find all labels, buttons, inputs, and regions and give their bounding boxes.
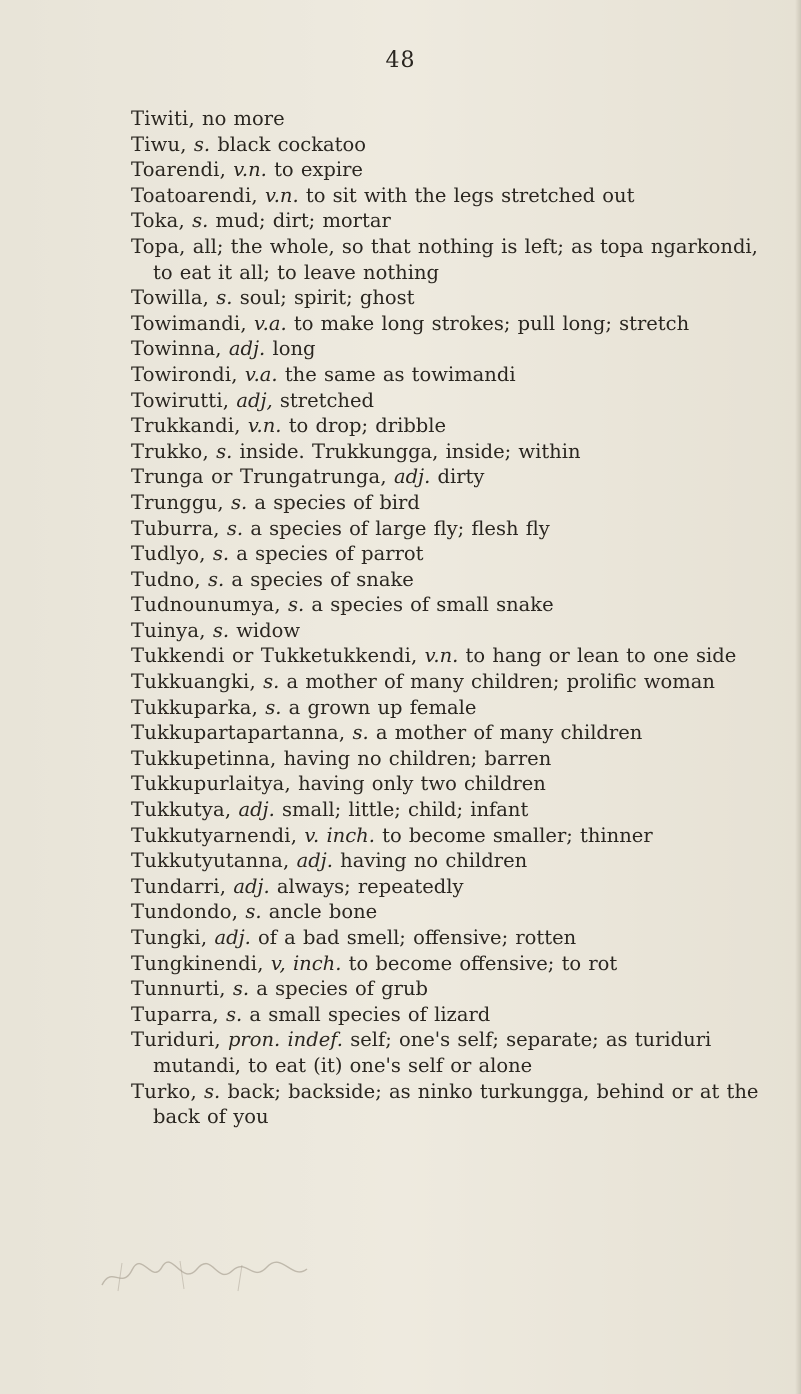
dictionary-entry [131, 464, 771, 490]
entry-definition: a species of grub [256, 977, 429, 1001]
entry-part-of-speech: adj. [238, 798, 275, 822]
entry-headword: Toka, [131, 209, 185, 233]
entry-definition: to drop; dribble [288, 414, 447, 438]
entry-headword: Tukkuangki, [131, 670, 256, 694]
page-edge-shadow [795, 0, 801, 1394]
entry-definition: to become offensive; to rot [348, 951, 618, 975]
entry-part-of-speech: s. [192, 209, 209, 233]
dictionary-entry [131, 874, 771, 900]
entry-part-of-speech: adj. [233, 874, 270, 898]
entry-headword: Tuinya, [131, 618, 206, 642]
dictionary-entry [131, 516, 771, 542]
dictionary-entry [131, 669, 771, 695]
entry-definition: a species of snake [231, 567, 414, 591]
entry-headword: Tukkutyutanna, [131, 849, 290, 873]
entry-part-of-speech: adj. [393, 465, 431, 489]
entry-part-of-speech: v.n. [265, 183, 299, 207]
entry-part-of-speech: v.n. [424, 644, 459, 668]
dictionary-entry-list [131, 106, 771, 1130]
entry-part-of-speech: s. [225, 1002, 243, 1026]
entry-definition: to sit with the legs stretched out [305, 183, 635, 207]
entry-headword: Tukkupetinna, [131, 746, 277, 770]
entry-definition: no more [202, 107, 285, 130]
entry-headword: Trunga or Trungatrunga, [131, 465, 387, 489]
entry-part-of-speech: s. [212, 618, 230, 642]
entry-part-of-speech: s. [212, 542, 230, 566]
dictionary-entry [131, 388, 771, 414]
entry-definition: a mother of many children; prolific woman [286, 670, 715, 694]
entry-headword: Tukkutya, [131, 798, 232, 822]
entry-part-of-speech: v. inch. [304, 823, 375, 847]
entry-definition: widow [236, 618, 301, 642]
dictionary-entry [131, 362, 771, 388]
entry-definition: all; the whole, so that nothing is left; as topa ngarkondi, to eat it all; to leave nothing [153, 234, 758, 284]
entry-part-of-speech: s. [193, 132, 211, 156]
entry-headword: Towimandi, [131, 311, 247, 335]
entry-headword: Tukkuparka, [131, 695, 259, 719]
dictionary-entry [131, 643, 771, 669]
entry-definition: to become smaller; thinner [382, 823, 653, 847]
dictionary-entry [131, 439, 771, 465]
dictionary-entry [131, 208, 771, 234]
entry-headword: Toatoarendi, [131, 183, 258, 207]
entry-definition: mud; dirt; mortar [215, 209, 391, 233]
entry-definition: having no children; barren [283, 746, 552, 770]
dictionary-entry [131, 1027, 771, 1078]
entry-headword: Tuburra, [131, 516, 220, 540]
dictionary-entry [131, 746, 771, 772]
dictionary-entry [131, 695, 771, 721]
entry-definition: a species of large fly; flesh fly [250, 516, 550, 540]
entry-definition: to expire [274, 158, 363, 182]
entry-definition: to hang or lean to one side [465, 644, 737, 668]
entry-definition: a species of parrot [236, 542, 424, 566]
entry-headword: Tunnurti, [131, 977, 226, 1001]
entry-headword: Tungki, [131, 926, 208, 949]
entry-headword: Towirondi, [131, 362, 238, 386]
entry-part-of-speech: s. [204, 1079, 221, 1103]
entry-definition: a mother of many children [375, 721, 643, 745]
dictionary-entry [131, 234, 771, 285]
entry-definition: soul; spirit; ghost [239, 286, 415, 310]
entry-part-of-speech: v, inch. [270, 951, 342, 975]
entry-definition: small; little; child; infant [282, 798, 529, 822]
entry-headword: Tukkutyarnendi, [131, 823, 298, 847]
entry-part-of-speech: s. [263, 670, 280, 694]
entry-part-of-speech: adj. [214, 926, 251, 949]
entry-definition: a species of small snake [311, 593, 554, 617]
entry-headword: Towilla, [131, 286, 210, 310]
dictionary-entry [131, 720, 771, 746]
dictionary-entry [131, 183, 771, 209]
entry-headword: Towirutti, [131, 388, 230, 412]
dictionary-entry [131, 951, 771, 977]
entry-headword: Tudnounumya, [131, 593, 281, 617]
entry-part-of-speech: s. [232, 977, 250, 1001]
entry-definition: self; one's self; separate; as turiduri mutandi, to eat (it) one's self or alone [153, 1028, 712, 1077]
dictionary-entry [131, 618, 771, 644]
entry-part-of-speech: adj. [228, 337, 266, 361]
entry-headword: Tundondo, [131, 900, 239, 924]
dictionary-entry [131, 1079, 771, 1130]
entry-definition: a small species of lizard [249, 1002, 491, 1026]
dictionary-entry [131, 336, 771, 362]
dictionary-entry [131, 797, 771, 823]
dictionary-entry [131, 285, 771, 311]
dictionary-entry [131, 541, 771, 567]
entry-headword: Tukkupurlaitya, [131, 772, 291, 796]
entry-headword: Towinna, [131, 337, 222, 361]
entry-part-of-speech: s. [245, 900, 262, 924]
entry-definition: inside. Trukkungga, inside; within [239, 439, 581, 463]
dictionary-entry [131, 592, 771, 618]
dictionary-entry [131, 132, 771, 158]
entry-part-of-speech: s. [352, 721, 369, 745]
dictionary-entry [131, 311, 771, 337]
entry-definition: black cockatoo [217, 132, 366, 156]
entry-part-of-speech: s. [216, 439, 233, 463]
dictionary-entry [131, 925, 771, 951]
entry-definition: stretched [279, 388, 374, 412]
entry-headword: Trunggu, [131, 490, 224, 514]
dictionary-entry [131, 771, 771, 797]
dictionary-entry [131, 823, 771, 849]
entry-part-of-speech: s. [287, 593, 305, 617]
entry-definition: always; repeatedly [276, 874, 464, 898]
dictionary-entry [131, 567, 771, 593]
entry-part-of-speech: adj, [236, 388, 273, 412]
entry-definition: dirty [437, 465, 485, 489]
dictionary-entry [131, 413, 771, 439]
entry-headword: Tundarri, [131, 874, 227, 898]
dictionary-entry [131, 848, 771, 874]
dictionary-entry [131, 157, 771, 183]
entry-definition: to make long strokes; pull long; stretch [293, 311, 690, 335]
entry-definition: long [272, 337, 316, 361]
entry-part-of-speech: s. [216, 286, 233, 310]
entry-part-of-speech: v.a. [244, 362, 278, 386]
entry-headword: Topa, [131, 234, 186, 258]
entry-headword: Trukko, [131, 439, 209, 463]
dictionary-entry [131, 490, 771, 516]
entry-definition: back; backside; as ninko turkungga, behind or at the back of you [153, 1079, 759, 1129]
entry-definition: a grown up female [288, 695, 477, 719]
entry-headword: Tukkupartapartanna, [131, 721, 346, 745]
entry-headword: Tuparra, [131, 1002, 219, 1026]
entry-headword: Tiwu, [131, 132, 187, 156]
page-number: 48 [385, 48, 416, 73]
entry-headword: Tiwiti, [131, 107, 195, 130]
entry-headword: Trukkandi, [131, 414, 241, 438]
entry-part-of-speech: v.n. [233, 158, 267, 182]
entry-part-of-speech: v.n. [247, 414, 282, 438]
entry-headword: Tudlyo, [131, 542, 206, 566]
entry-headword: Turko, [131, 1079, 197, 1103]
entry-part-of-speech: s. [230, 490, 248, 514]
entry-part-of-speech: s. [226, 516, 244, 540]
dictionary-entry [131, 106, 771, 132]
entry-headword: Turiduri, [131, 1028, 221, 1052]
margin-scribble-mark [92, 1255, 332, 1295]
dictionary-entry [131, 1002, 771, 1028]
entry-headword: Tungkinendi, [131, 951, 264, 975]
entry-headword: Tukkendi or Tukketukkendi, [131, 644, 418, 668]
dictionary-entry [131, 976, 771, 1002]
entry-definition: ancle bone [268, 900, 378, 924]
entry-part-of-speech: s. [265, 695, 282, 719]
entry-part-of-speech: v.a. [253, 311, 287, 335]
entry-part-of-speech: s. [207, 567, 225, 591]
dictionary-entry [131, 899, 771, 925]
entry-definition: a species of bird [254, 490, 420, 514]
entry-headword: Toarendi, [131, 158, 226, 182]
entry-definition: having no children [340, 849, 528, 873]
entry-definition: of a bad smell; offensive; rotten [258, 926, 577, 949]
entry-part-of-speech: adj. [296, 849, 333, 873]
entry-definition: the same as towimandi [284, 362, 516, 386]
entry-headword: Tudno, [131, 567, 201, 591]
entry-definition: having only two children [298, 772, 546, 796]
entry-part-of-speech: pron. indef. [227, 1028, 343, 1052]
